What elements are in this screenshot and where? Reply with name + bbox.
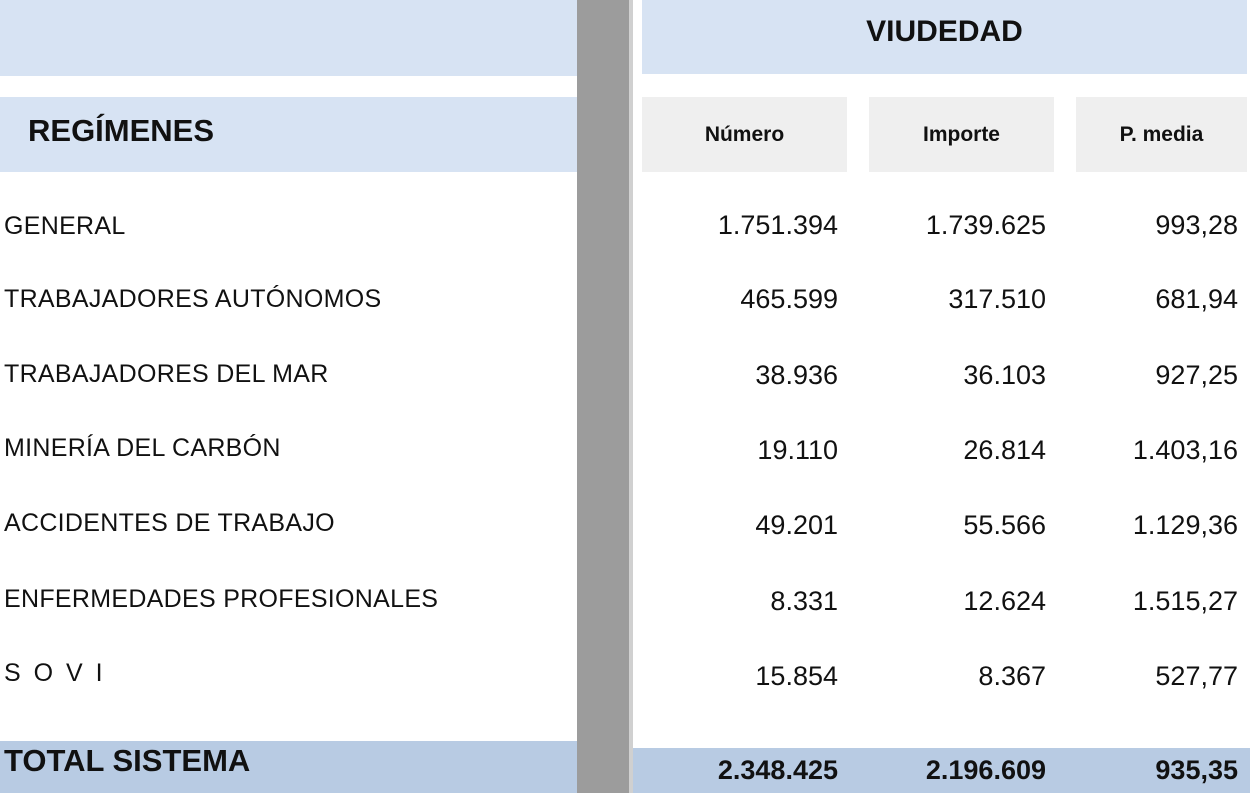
column-header-p-media: P. media xyxy=(1076,97,1247,172)
row-label-accidentes: ACCIDENTES DE TRABAJO xyxy=(4,509,335,537)
regimenes-title: REGÍMENES xyxy=(28,113,215,148)
pensiones-header-band xyxy=(0,0,577,76)
row-label-enfermedades: ENFERMEDADES PROFESIONALES xyxy=(4,585,439,613)
cell-importe: 55.566 xyxy=(963,510,1046,540)
cell-importe: 8.367 xyxy=(978,661,1046,691)
cell-media: 1.129,36 xyxy=(1132,510,1238,540)
cell-importe: 12.624 xyxy=(963,586,1046,616)
cell-numero: 38.936 xyxy=(755,360,838,390)
cell-importe: 36.103 xyxy=(963,360,1046,390)
panel-divider xyxy=(577,0,633,793)
total-numero: 2.348.425 xyxy=(717,755,838,785)
row-label-general: GENERAL xyxy=(4,212,126,240)
cell-importe: 1.739.625 xyxy=(925,210,1046,240)
cell-media: 681,94 xyxy=(1155,284,1238,314)
row-label-mar: TRABAJADORES DEL MAR xyxy=(4,360,329,388)
cell-numero: 15.854 xyxy=(755,661,838,691)
cell-numero: 465.599 xyxy=(740,284,838,314)
row-label-sovi: S O V I xyxy=(4,659,106,687)
cell-media: 1.515,27 xyxy=(1132,586,1238,616)
row-label-mineria: MINERÍA DEL CARBÓN xyxy=(4,434,281,462)
cell-media: 527,77 xyxy=(1155,661,1238,691)
cell-media: 993,28 xyxy=(1155,210,1238,240)
total-media: 935,35 xyxy=(1155,755,1238,785)
cell-numero: 19.110 xyxy=(757,435,838,465)
total-label: TOTAL SISTEMA xyxy=(4,743,251,778)
total-importe: 2.196.609 xyxy=(925,755,1046,785)
cell-numero: 8.331 xyxy=(770,586,838,616)
cell-media: 1.403,16 xyxy=(1132,435,1238,465)
row-label-autonomos: TRABAJADORES AUTÓNOMOS xyxy=(4,285,382,313)
column-header-importe: Importe xyxy=(869,97,1054,172)
cell-importe: 26.814 xyxy=(963,435,1046,465)
viudedad-title: VIUDEDAD xyxy=(866,15,1023,48)
cell-importe: 317.510 xyxy=(948,284,1046,314)
cell-media: 927,25 xyxy=(1155,360,1238,390)
cell-numero: 49.201 xyxy=(755,510,838,540)
panel-divider-edge xyxy=(629,0,633,793)
cell-numero: 1.751.394 xyxy=(717,210,838,240)
column-header-numero: Número xyxy=(642,97,847,172)
